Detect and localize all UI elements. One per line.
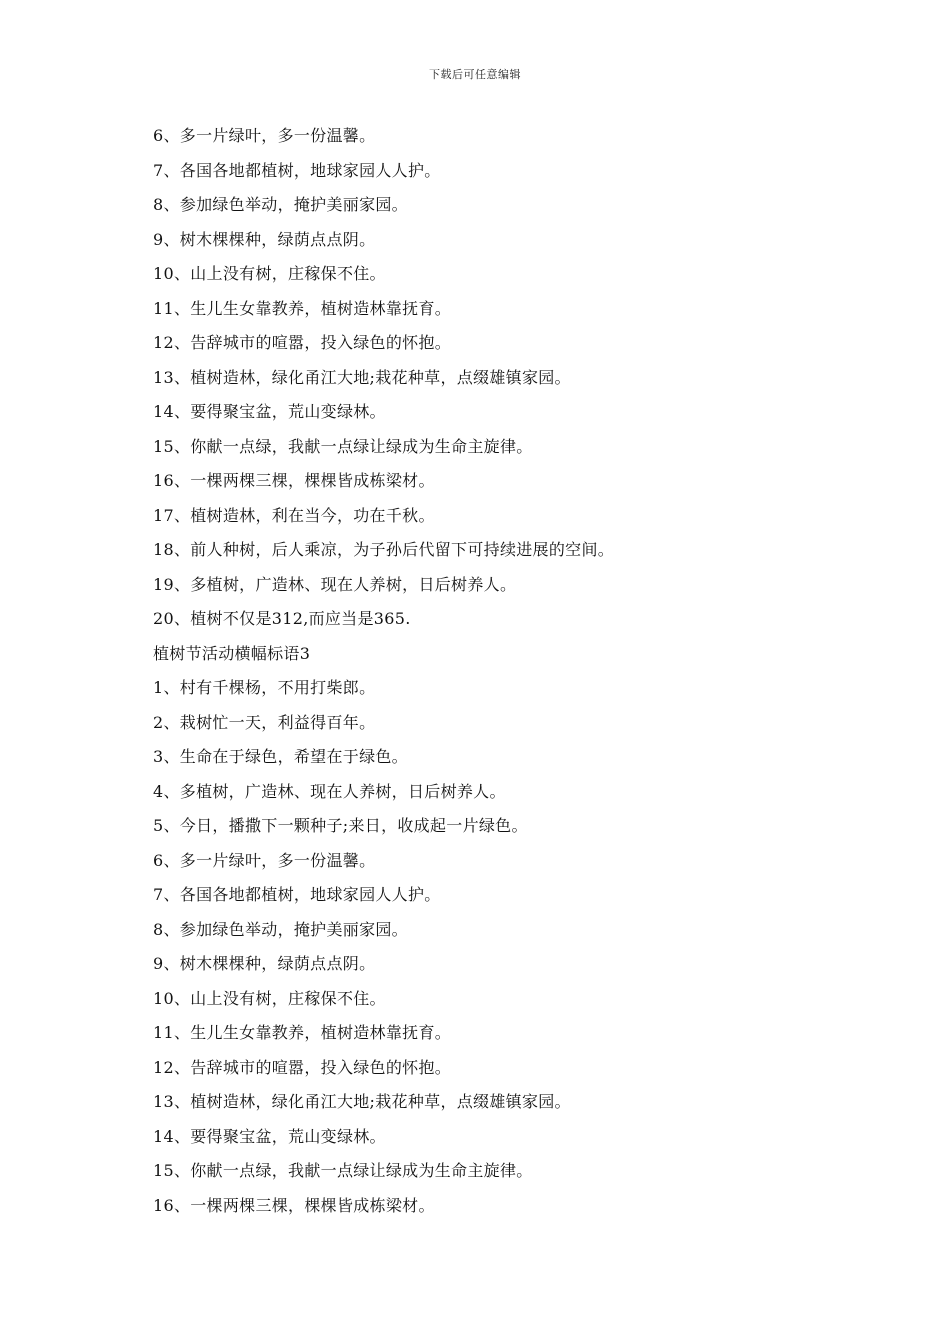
list-item: 10、山上没有树，庄稼保不住。 <box>153 988 386 1008</box>
list-item: 20、植树不仅是312,而应当是365. <box>153 609 411 628</box>
list-item: 14、要得聚宝盆，荒山变绿林。 <box>153 402 386 421</box>
list-item: 7、各国各地都植树，地球家园人人护。 <box>153 160 441 180</box>
list-item: 4、多植树，广造林、现在人养树，日后树养人。 <box>153 781 506 801</box>
list-item: 6、多一片绿叶，多一份温馨。 <box>153 850 376 870</box>
list-item: 12、告辞城市的喧嚣，投入绿色的怀抱。 <box>153 333 452 352</box>
list-item: 2、栽树忙一天，利益得百年。 <box>153 712 376 732</box>
list-item: 15、你献一点绿，我献一点绿让绿成为生命主旋律。 <box>153 1161 533 1180</box>
list-item: 13、植树造林，绿化甬江大地;栽花种草，点缀雄镇家园。 <box>153 367 571 387</box>
list-item: 9、树木棵棵种，绿荫点点阴。 <box>153 954 376 973</box>
list-item: 12、告辞城市的喧嚣，投入绿色的怀抱。 <box>153 1057 452 1077</box>
list-item: 5、今日，播撒下一颗种子;来日，收成起一片绿色。 <box>153 816 528 835</box>
list-item: 15、你献一点绿，我献一点绿让绿成为生命主旋律。 <box>153 436 533 456</box>
list-item: 7、各国各地都植树，地球家园人人护。 <box>153 885 441 904</box>
list-item: 3、生命在于绿色，希望在于绿色。 <box>153 747 408 766</box>
section-heading: 植树节活动横幅标语3 <box>153 643 311 663</box>
page-header-note: 下载后可任意编辑 <box>429 68 521 81</box>
list-item: 11、生儿生女靠教养，植树造林靠抚育。 <box>153 1023 452 1042</box>
list-item: 11、生儿生女靠教养，植树造林靠抚育。 <box>153 298 452 318</box>
list-item: 10、山上没有树，庄稼保不住。 <box>153 264 386 283</box>
list-item: 6、多一片绿叶，多一份温馨。 <box>153 126 376 145</box>
list-item: 9、树木棵棵种，绿荫点点阴。 <box>153 229 376 249</box>
list-item: 14、要得聚宝盆，荒山变绿林。 <box>153 1126 386 1146</box>
list-item: 19、多植树，广造林、现在人养树，日后树养人。 <box>153 574 517 594</box>
slogan-list <box>153 124 793 1228</box>
list-item: 17、植树造林，利在当今，功在千秋。 <box>153 505 435 525</box>
list-item: 18、前人种树，后人乘凉，为子孙后代留下可持续进展的空间。 <box>153 540 615 559</box>
list-item: 8、参加绿色举动，掩护美丽家园。 <box>153 919 408 939</box>
list-item: 16、一棵两棵三棵，棵棵皆成栋梁材。 <box>153 471 435 490</box>
list-item: 1、村有千棵杨，不用打柴郎。 <box>153 678 376 697</box>
list-item: 16、一棵两棵三棵，棵棵皆成栋梁材。 <box>153 1195 435 1215</box>
list-item: 13、植树造林，绿化甬江大地;栽花种草，点缀雄镇家园。 <box>153 1092 571 1111</box>
list-item: 8、参加绿色举动，掩护美丽家园。 <box>153 195 408 214</box>
